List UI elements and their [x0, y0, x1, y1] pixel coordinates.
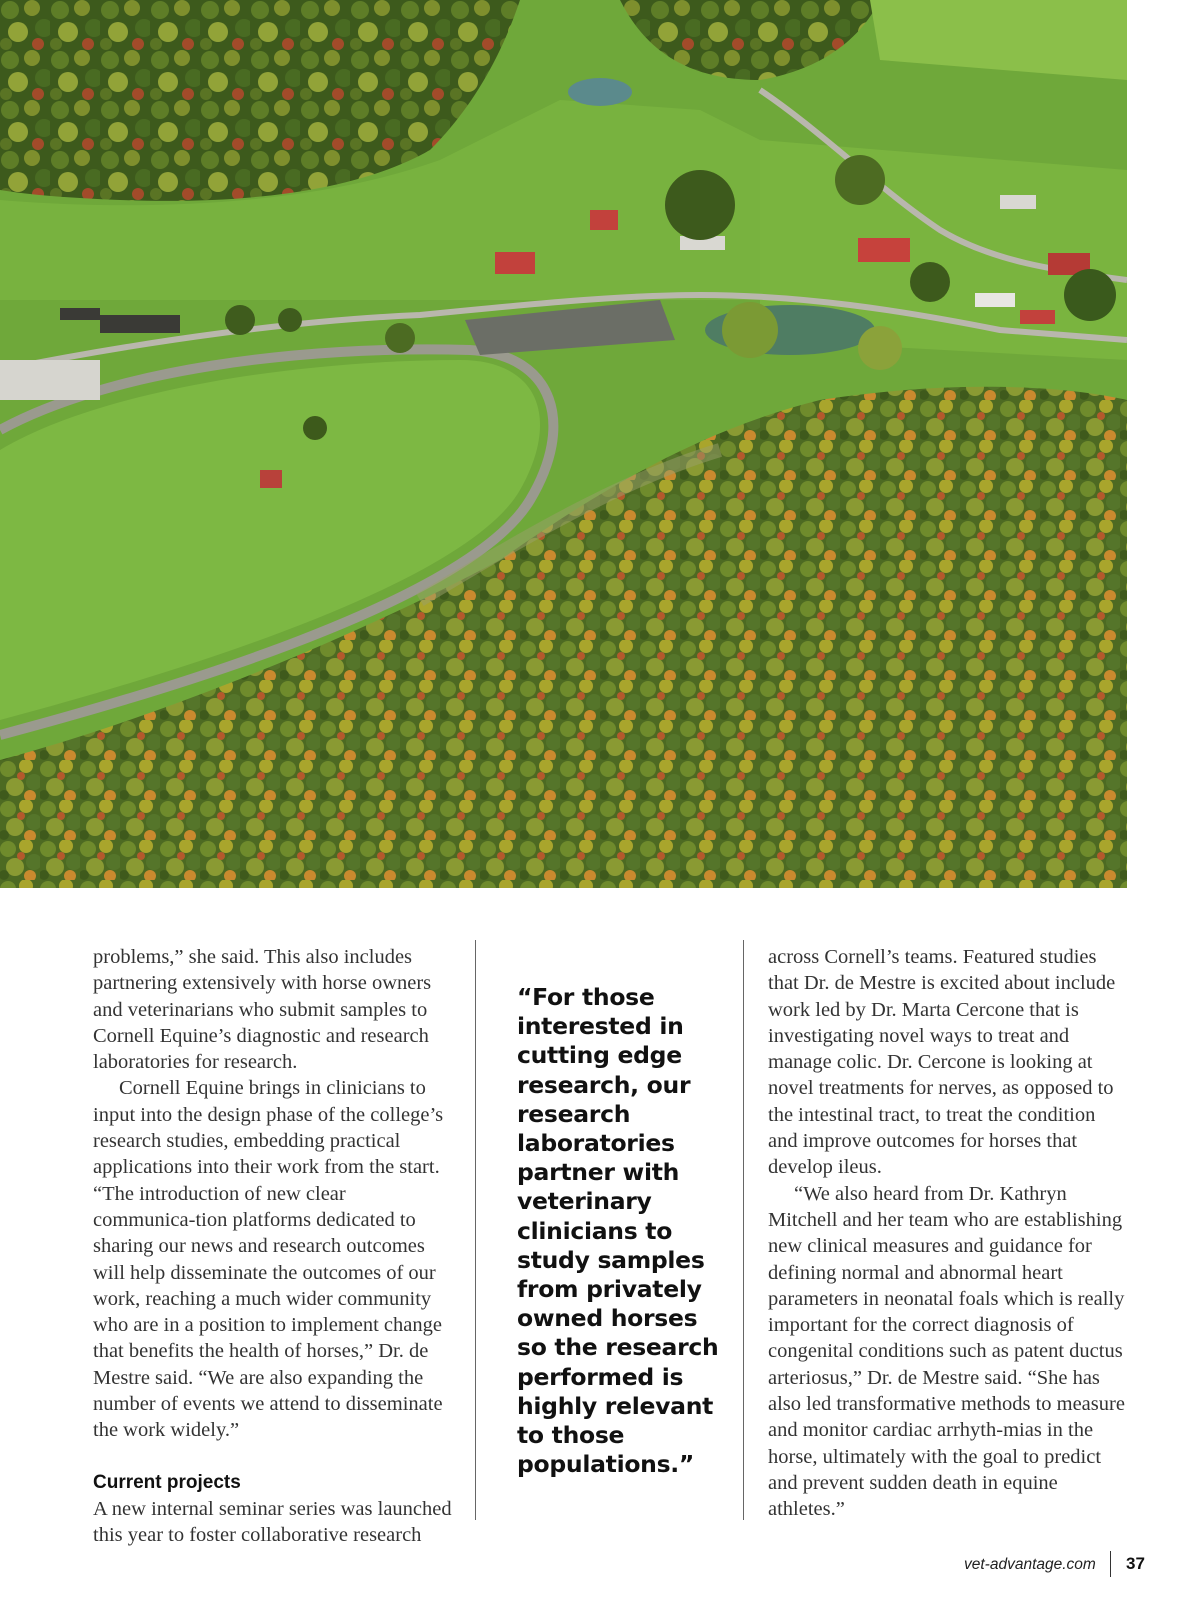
column-divider: [743, 940, 744, 1520]
left-column: [93, 944, 453, 1548]
footer-divider: [1110, 1551, 1111, 1577]
column-divider: [475, 940, 476, 1520]
left-paragraph-2: Cornell Equine brings in clinicians to input into the design phase of the college’s research studies, embedding practical applications into their work from the start. “The introduction of new clear communica-tion platforms dedicated to sharing our news and research outcomes will help disseminate the outcomes of our work, reaching a much wider community who are in a position to implement change that benefits the health of horses,” Dr. de Mestre said. “We are also expanding the number of events we attend to disseminate the work widely.”: [93, 1077, 444, 1442]
footer-site-url[interactable]: vet-advantage.com: [964, 1556, 1096, 1573]
right-paragraph-1: across Cornell’s teams. Featured studies that Dr. de Mestre is excited about include work led by Dr. Marta Cercone that is investigating novel ways to treat and manage colic. Dr. Cercone is looking at novel treatments for nerves, as opposed to the intestinal tract, to treat the condition and improve outcomes for horses that develop ileus.: [768, 946, 1116, 1179]
pull-quote: “For those interested in cutting edge research, our research laboratories partner with veterinary clinicians to study samples from privately owned horses so the research performed is highly relevant to those populations.”: [517, 983, 719, 1479]
page-number: 37: [1126, 1554, 1145, 1573]
right-paragraph-2: “We also heard from Dr. Kathryn Mitchell and her team who are establishing new clinical measures and guidance for defining normal and abnormal heart parameters in neonatal foals which is really important for the correct diagnosis of congenital conditions such as patent ductus arteriosus,” Dr. de Mestre said. “She has also led transformative methods to measure and monitor cardiac arrhyth-mias in the horse, ultimately with the goal to predict and prevent sudden death in equine athletes.”: [768, 1182, 1125, 1521]
subhead-current-projects: Current projects: [93, 1471, 241, 1493]
left-paragraph-3: A new internal seminar series was launched this year to foster collaborative research: [93, 1497, 452, 1546]
right-column: [768, 944, 1128, 1523]
left-paragraph-1: problems,” she said. This also includes partnering extensively with horse owners and veterinarians who submit samples to Cornell Equine’s diagnostic and research laboratories for research.: [93, 946, 432, 1074]
